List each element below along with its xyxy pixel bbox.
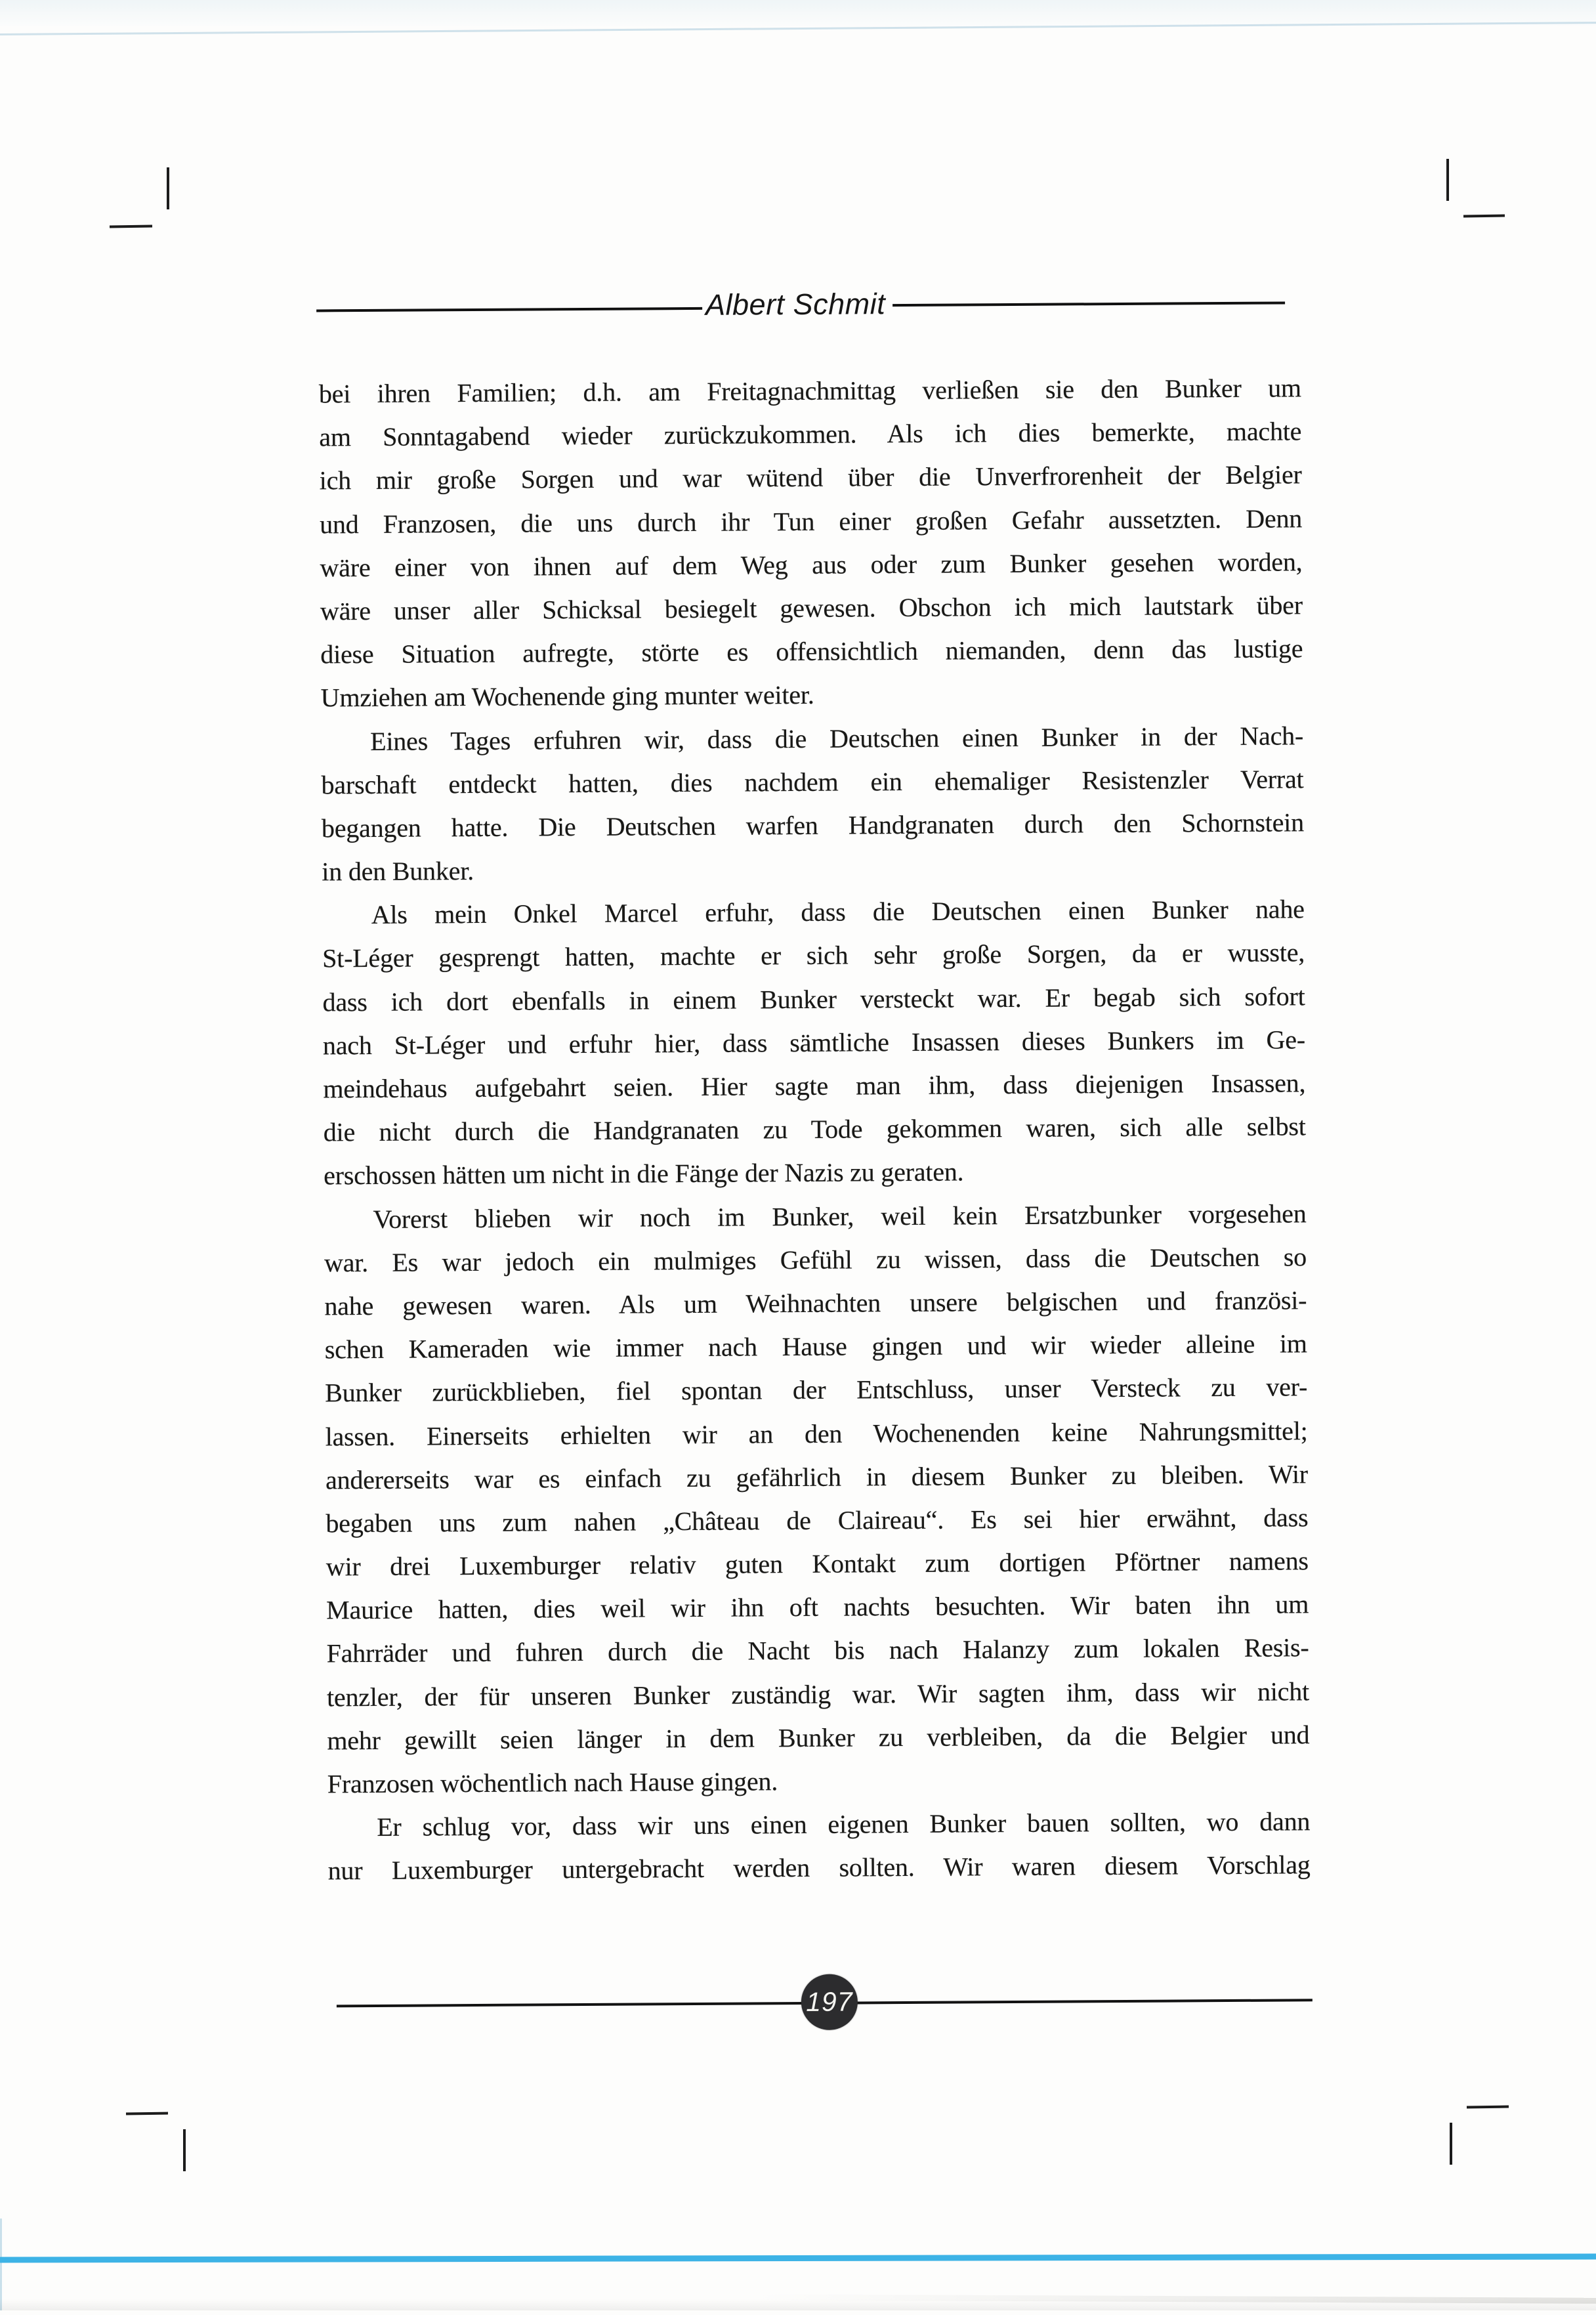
text-line: schen Kameraden wie immer nach Hause gingen und wir wieder alleine im xyxy=(324,1328,1307,1365)
header-rule-left xyxy=(316,307,702,312)
text-line: barschaft entdeckt hatten, dies nachdem ein ehemaliger Resistenzler Verrat xyxy=(321,763,1304,800)
header-rule-right xyxy=(892,301,1285,307)
text-line: dass ich dort ebenfalls in einem Bunker versteckt war. Er begab sich sofort xyxy=(322,981,1305,1017)
text-line: St-Léger gesprengt hatten, machte er sich sehr große Sorgen, da er wusste, xyxy=(322,937,1305,973)
text-line: die nicht durch die Handgranaten zu Tode gekommen waren, sich alle selbst xyxy=(323,1111,1306,1147)
text-line: Umziehen am Wochenende ging munter weiter. xyxy=(320,680,814,713)
text-line: Maurice hatten, dies weil wir ihn oft nachts besuchten. Wir baten ihn um xyxy=(326,1589,1309,1625)
text-line: nach St-Léger und erfuhr hier, dass sämtliche Insassen dieses Bunkers im Ge- xyxy=(322,1025,1306,1061)
text-line: in den Bunker. xyxy=(322,856,474,887)
text-line: Bunker zurückblieben, fiel spontan der Entschluss, unser Versteck zu ver- xyxy=(325,1372,1308,1408)
text-line: ich mir große Sorgen und war wütend über die Unverfrorenheit der Belgier xyxy=(319,459,1302,496)
text-line: andererseits war es einfach zu gefährlich in diesem Bunker zu bleiben. Wir xyxy=(325,1458,1309,1495)
text-line: erschossen hätten um nicht in die Fänge der Nazis zu geraten. xyxy=(324,1157,964,1191)
text-line: wäre einer von ihnen auf dem Weg aus oder zum Bunker gesehen worden, xyxy=(320,547,1303,583)
text-line: Vorerst blieben wir noch im Bunker, weil kein Ersatzbunker vorgesehen xyxy=(373,1198,1307,1234)
text-line: nahe gewesen waren. Als um Weihnachten unsere belgischen und französi- xyxy=(324,1285,1307,1321)
author-name: Albert Schmit xyxy=(705,287,886,322)
page-number-badge xyxy=(801,1974,858,2030)
body-text xyxy=(319,366,1311,1893)
text-line: begaben uns zum nahen „Château de Claireau“. Es sei hier erwähnt, dass xyxy=(326,1502,1309,1539)
text-line: Eines Tages erfuhren wir, dass die Deutschen einen Bunker in der Nach- xyxy=(369,720,1304,756)
text-line: Fahrräder und fuhren durch die Nacht bis nach Halanzy zum lokalen Resis- xyxy=(326,1632,1309,1668)
text-line: wir drei Luxemburger relativ guten Kontakt zum dortigen Pförtner namens xyxy=(326,1546,1309,1582)
text-line: lassen. Einerseits erhielten wir an den Wochenenden keine Nahrungsmittel; xyxy=(325,1415,1308,1451)
text-line: diese Situation aufregte, störte es offensichtlich niemanden, denn das lustige xyxy=(320,633,1303,669)
scan-artifact-left-edge-line xyxy=(0,2219,2,2310)
text-line: Franzosen wöchentlich nach Hause gingen. xyxy=(327,1766,778,1799)
text-line: mehr gewillt seien länger in dem Bunker zu verbleiben, da die Belgier und xyxy=(327,1720,1310,1756)
text-line: begangen hatte. Die Deutschen warfen Handgranaten durch den Schornstein xyxy=(321,807,1305,843)
text-line: wäre unser aller Schicksal besiegelt gewesen. Obschon ich mich lautstark über xyxy=(320,590,1303,626)
text-line: am Sonntagabend wieder zurückzukommen. Als ich dies bemerkte, machte xyxy=(319,416,1302,452)
text-line: bei ihren Familien; d.h. am Freitagnachmittag verließen sie den Bunker um xyxy=(318,373,1302,409)
text-line: tenzler, der für unseren Bunker zuständig war. Wir sagten ihm, dass wir nicht xyxy=(326,1676,1310,1712)
text-line: meindehaus aufgebahrt seien. Hier sagte man ihm, dass diejenigen Insassen, xyxy=(323,1068,1306,1104)
text-line: Als mein Onkel Marcel erfuhr, dass die Deutschen einen Bunker nahe xyxy=(371,894,1305,930)
text-line: war. Es war jedoch ein mulmiges Gefühl zu wissen, dass die Deutschen so xyxy=(324,1242,1307,1278)
text-line: nur Luxemburger untergebracht werden sollten. Wir waren diesem Vorschlag xyxy=(327,1850,1311,1886)
page-number: 197 xyxy=(806,1986,853,2017)
text-line: und Franzosen, die uns durch ihr Tun einer großen Gefahr aussetzten. Denn xyxy=(319,503,1303,539)
text-line: Er schlug vor, dass wir uns einen eigenen Bunker bauen sollten, wo dann xyxy=(377,1806,1311,1842)
